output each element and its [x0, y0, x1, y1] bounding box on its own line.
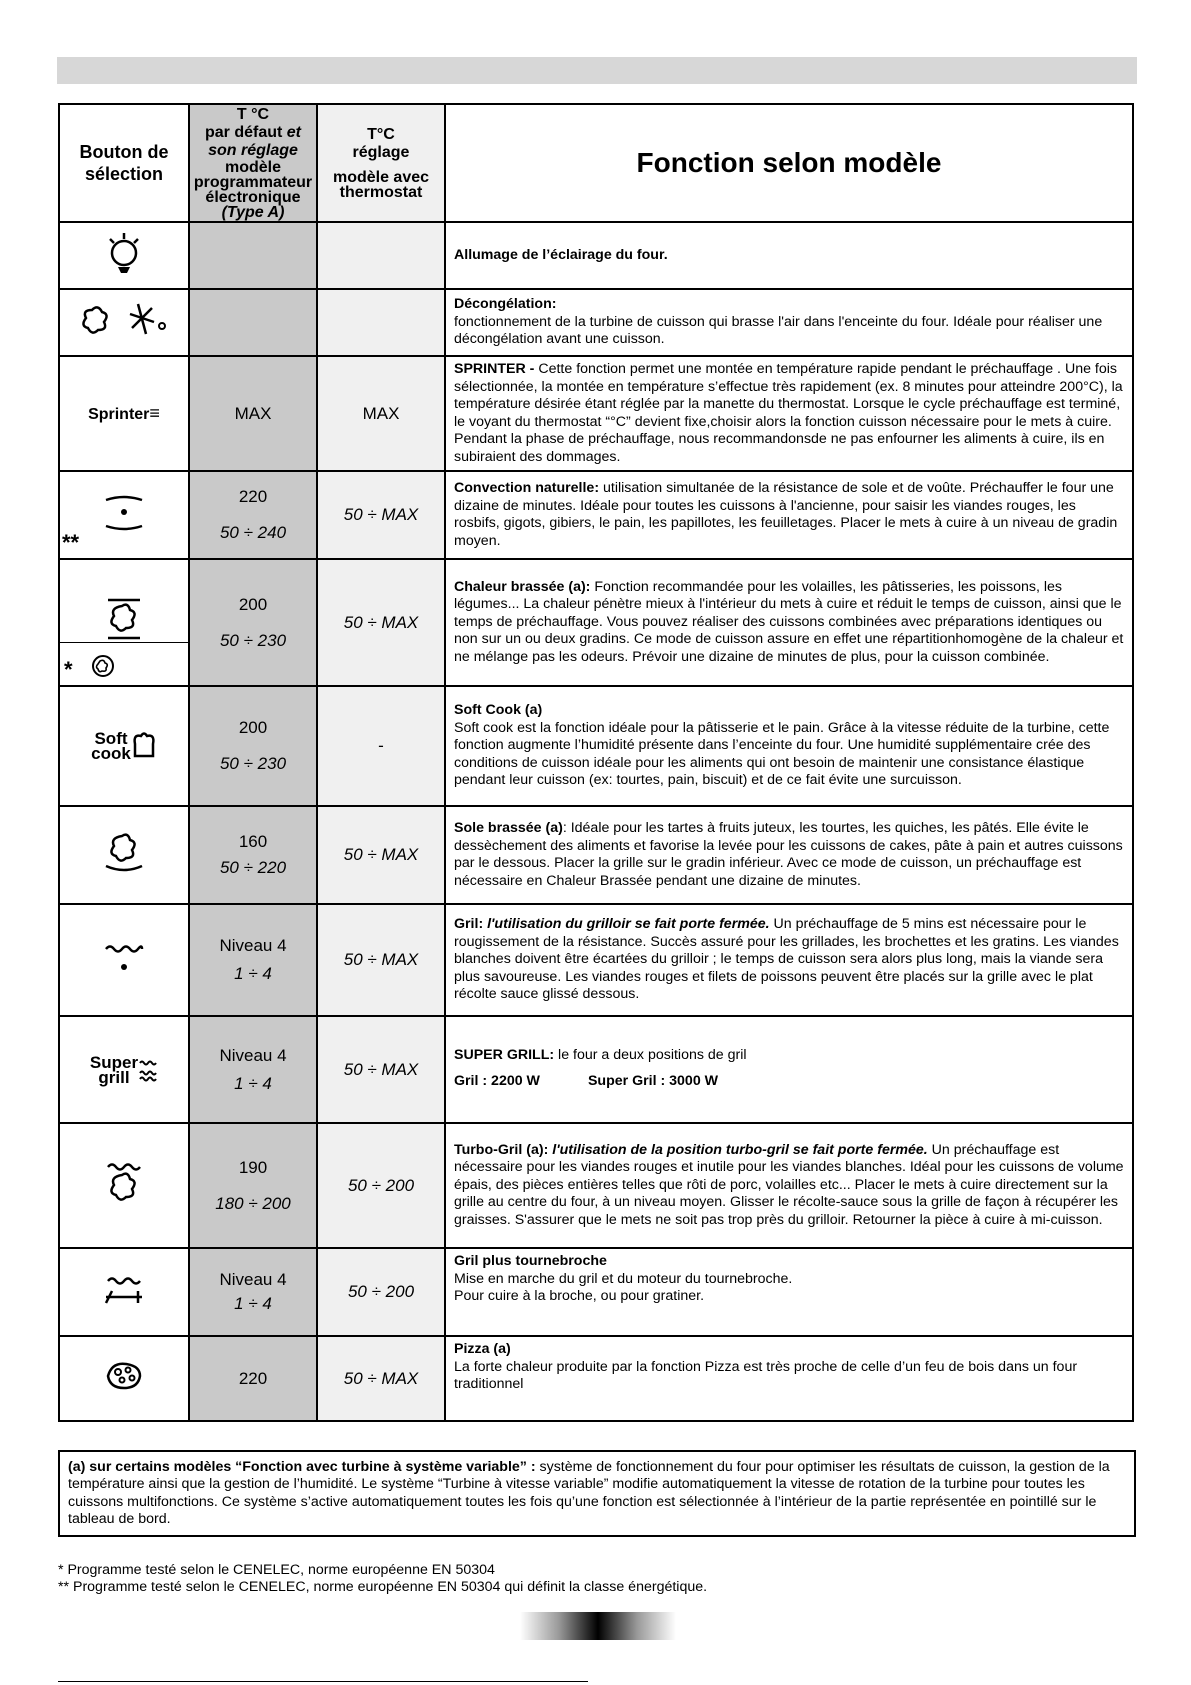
default-temp: 190 [238, 1157, 268, 1177]
bottom-fan-icon [102, 830, 146, 876]
functions-table [58, 103, 1134, 1422]
default-temp: 220 [189, 1336, 317, 1421]
top-gray-bar [57, 57, 1137, 84]
function-text-2: Pour cuire à la broche, ou pour gratiner. [454, 1288, 705, 1304]
bottom-rule [58, 1681, 588, 1682]
header-reglage-label: réglage [352, 144, 410, 161]
temp-range: 180 ÷ 200 [215, 1193, 291, 1213]
function-title: Pizza (a) [454, 1341, 511, 1357]
conventional-icon [102, 492, 146, 534]
table-row [59, 686, 1133, 806]
super-grill-icon [89, 1052, 158, 1087]
function-title: Sole brassée (a) [454, 820, 563, 836]
function-text: le four a deux positions de gril [558, 1047, 747, 1063]
default-temp: MAX [189, 356, 317, 471]
function-title: Turbo-Gril (a): [454, 1141, 553, 1158]
table-row [59, 471, 1133, 559]
header-temp2-label: T°C [367, 126, 395, 143]
table-row [59, 559, 1133, 686]
sprinter-icon: Sprinter≡ [88, 403, 160, 423]
header-and-label: et [286, 124, 302, 141]
header-default-temp [189, 104, 317, 222]
table-row [59, 806, 1133, 904]
table-row [59, 904, 1133, 1016]
thermostat-range: 50 ÷ MAX [317, 904, 445, 1016]
level-range: 1 ÷ 4 [234, 1073, 272, 1093]
default-level: Niveau 4 [219, 936, 287, 955]
function-text: : Idéale pour les tartes à fruits juteux, les tourtes, les quiches, les pâtés. Elle évite le dessèchement des aliments et favorise la levée pour les cuissons de cakes, pâte à pain et autres cuissons par le dessous. Placer la grille sur le gradin inférieur. Avec ce mode de cuisson, un préchauffage est nécessaire en Chaleur Brassée pendant une dizaine de minutes. [454, 820, 1123, 889]
energy-mark: ** [62, 530, 80, 555]
turbo-grill-icon [102, 1161, 146, 1205]
footnotes [58, 1562, 707, 1596]
table-row [59, 1016, 1133, 1123]
note-text: système de fonctionnement du four pour optimiser les résultats de cuisson, la gestion de la température ainsi que la gestion de l’humidité. Le système “Turbine à vitesse variable” modifie automatiquement la vitesse de rotation de la turbine pour toutes les cuissons multifonctions. Ce système s’active automatiquement toutes les fois qu’une fonction est sélectionnée à l’intérieur de la partie représentée en pointillé sur le tableau de bord. [68, 1459, 1110, 1527]
super-gril-power: Super Gril : 3000 W [587, 1072, 719, 1089]
footnote-double-star: ** Programme testé selon le CENELEC, norme européenne EN 50304 qui définit la classe énergétique. [58, 1579, 708, 1595]
function-title-italic: l'utilisation du grilloir se fait porte fermée. [487, 916, 770, 933]
temp-range: 50 ÷ 220 [219, 858, 287, 877]
function-text: Un préchauffage est nécessaire pour les viandes rouges et inutile pour les viandes blanches. Idéal pour les cuissons de volume épais, des pièces entières telles que rôti de porc, volailles etc... Placer le mets à cuire directement sur la grille au centre du four, à un niveau moyen. Glisser le récolte-sauce sous la grille de façon à récupérer les graisses. S'assurer que le mets ne soit pas trop près du grilloir. Retourner la pièce à cuire à mi-cuisson. [454, 1141, 1124, 1228]
function-title: Gril: [454, 916, 488, 933]
level-range: 1 ÷ 4 [234, 1294, 272, 1313]
test-mark: * [64, 657, 73, 682]
thermostat-range: 50 ÷ MAX [317, 806, 445, 904]
fan-forced-icon [102, 596, 146, 644]
header-type-label: (Type A) [221, 204, 285, 221]
grill-icon [102, 941, 146, 975]
variable-turbine-note [58, 1450, 1136, 1537]
default-temp: 220 [238, 487, 268, 506]
function-title: Décongélation: [454, 296, 557, 313]
gril-power: Gril : 2200 W [454, 1072, 540, 1089]
cook-label: cook [91, 744, 131, 763]
thermostat-range: 50 ÷ 200 [317, 1248, 445, 1336]
thermostat-range: 50 ÷ 200 [317, 1123, 445, 1248]
function-text: Un préchauffage de 5 mins est nécessaire pour le rougissement de la résistance. Succès assuré pour les grillades, les brochettes et les gratins. Les viandes blanches doivent être écartées du grilloir ; le temps de cuisson sera alors plus long, mais la viande sera plus savoureuse. Les viandes rouges et filets de poissons peuvent être placés sur la grille avec le plat récolte sauce glissé dessous. [454, 916, 1119, 1003]
thermostat-range: 50 ÷ MAX [317, 559, 445, 686]
defrost-icon [74, 300, 174, 340]
function-text: Soft cook est la fonction idéale pour la pâtisserie et le pain. Grâce à la vitesse réduite de la turbine, cette fonction augmente l’humidité présente dans l’enceinte du four. Une humidité supplémentaire crée des conditions de cuisson idéale pour les aliments qui ont besoin de maintenir une consistance élastique pendant leur cuisson (ex: tourtes, pain, biscuit) et de ce fait évite une surcuisson. [454, 719, 1110, 789]
function-title: Chaleur brassée (a): [454, 578, 595, 595]
function-title: Soft Cook (a) [454, 702, 543, 719]
table-row [59, 1248, 1133, 1336]
thermostat-range: 50 ÷ MAX [317, 1336, 445, 1421]
header-button: Bouton de sélection [59, 104, 189, 222]
header-setting-label: son réglage [208, 142, 298, 159]
header-row [59, 104, 1133, 222]
fan-small-icon [90, 653, 116, 679]
header-model-label: modèle programmateur électronique [193, 159, 313, 206]
function-text: Mise en marche du gril et du moteur du tournebroche. [454, 1270, 793, 1287]
default-temp: 200 [238, 718, 268, 737]
thermostat-range: - [317, 686, 445, 806]
temp-range: 50 ÷ 240 [219, 523, 287, 542]
function-title-italic: l'utilisation de la position turbo-gril se fait porte fermée. [552, 1141, 928, 1158]
function-text: Cette fonction permet une montée en température rapide pendant le préchauffage . Une fois sélectionnée, la montée en température s’effectue très rapidement (ex. 8 minutes pour atteindre 200°C), la température désirée étant réglée par la manette du thermostat. Lorsque le cycle préchauffage est terminé, le voyant du thermostat “°C” devient fixe,choisir alors la fonction cuisson nécessaire pour le mets à cuire. Pendant la phase de préchauffage, nous recommandonsde ne pas enfourner les aliments à cuire, ils en subiraient des dommages. [454, 361, 1123, 465]
pizza-icon [102, 1358, 146, 1394]
default-level: Niveau 4 [219, 1270, 287, 1289]
function-title: SPRINTER - [454, 361, 539, 377]
header-default-label: par défaut [204, 124, 287, 141]
table-row [59, 222, 1133, 289]
function-title: SUPER GRILL: [454, 1047, 559, 1063]
table-row [59, 1123, 1133, 1248]
table-row [59, 1336, 1133, 1421]
function-text: Fonction recommandée pour les volailles, les pâtisseries, les poissons, les légumes... La chaleur pénètre mieux à l'intérieur du mets à cuire et réduit le temps de cuisson, ainsi que le temps de préchauffage. Vous pouvez réaliser des cuissons combinées avec préparations identiques ou non sur un ou deux gradins. Ce mode de cuisson assure en effet une répartitionhomogène de la chaleur et ne mélange pas les odeurs. Prévoir une dizaine de minutes de plus, pour la cuisson combinée. [454, 578, 1124, 665]
thermostat-range: 50 ÷ MAX [317, 471, 445, 559]
default-temp: 160 [238, 832, 268, 851]
table-row [59, 356, 1133, 471]
header-function: Fonction selon modèle [445, 104, 1133, 222]
function-text: fonctionnement de la turbine de cuisson qui brasse l'air dans l'enceinte du four. Idéale pour réaliser une décongélation avant une cuisson. [454, 313, 1103, 348]
sprinter-label: Sprinter [88, 406, 150, 423]
header-temp-label: T °C [236, 106, 270, 123]
light-icon [104, 231, 144, 275]
grill-label: grill [98, 1067, 130, 1087]
soft-label: Soft [94, 729, 128, 748]
function-text: La forte chaleur produite par la fonction Pizza est très proche de celle d’un feu de bois dans un four traditionnel [454, 1358, 1078, 1392]
function-title: Convection naturelle: [454, 480, 603, 496]
note-title: (a) sur certains modèles “Fonction avec turbine à système variable” : [68, 1459, 536, 1475]
page-number-bar [520, 1612, 676, 1640]
temp-range: 50 ÷ 230 [219, 754, 287, 773]
function-title: Allumage de l’éclairage du four. [454, 246, 668, 263]
header-thermo-model-label: modèle avec thermostat [332, 169, 430, 201]
thermostat-range: MAX [317, 356, 445, 471]
table-row [59, 289, 1133, 356]
header-thermostat [317, 104, 445, 222]
default-temp: 200 [238, 594, 268, 614]
function-text: utilisation simultanée de la résistance de sole et de voûte. Préchauffer le four une dizaine de minutes. Idéale pour toutes les cuissons à l'ancienne, pour saisir les viandes rouges, les rosbifs, gigots, gibiers, le pain, les papillotes, les feuilletages. Placer le mets à cuire à un niveau de gradin moyen. [454, 480, 1118, 549]
default-level: Niveau 4 [219, 1045, 287, 1065]
level-range: 1 ÷ 4 [234, 964, 272, 983]
super-label: Super [89, 1052, 139, 1072]
temp-range: 50 ÷ 230 [219, 630, 287, 650]
rotisserie-icon [102, 1273, 146, 1307]
function-title: Gril plus tournebroche [454, 1253, 607, 1269]
footnote-single-star: * Programme testé selon le CENELEC, norme européenne EN 50304 [58, 1562, 495, 1578]
thermostat-range: 50 ÷ MAX [317, 1016, 445, 1123]
soft-cook-icon [91, 731, 157, 761]
